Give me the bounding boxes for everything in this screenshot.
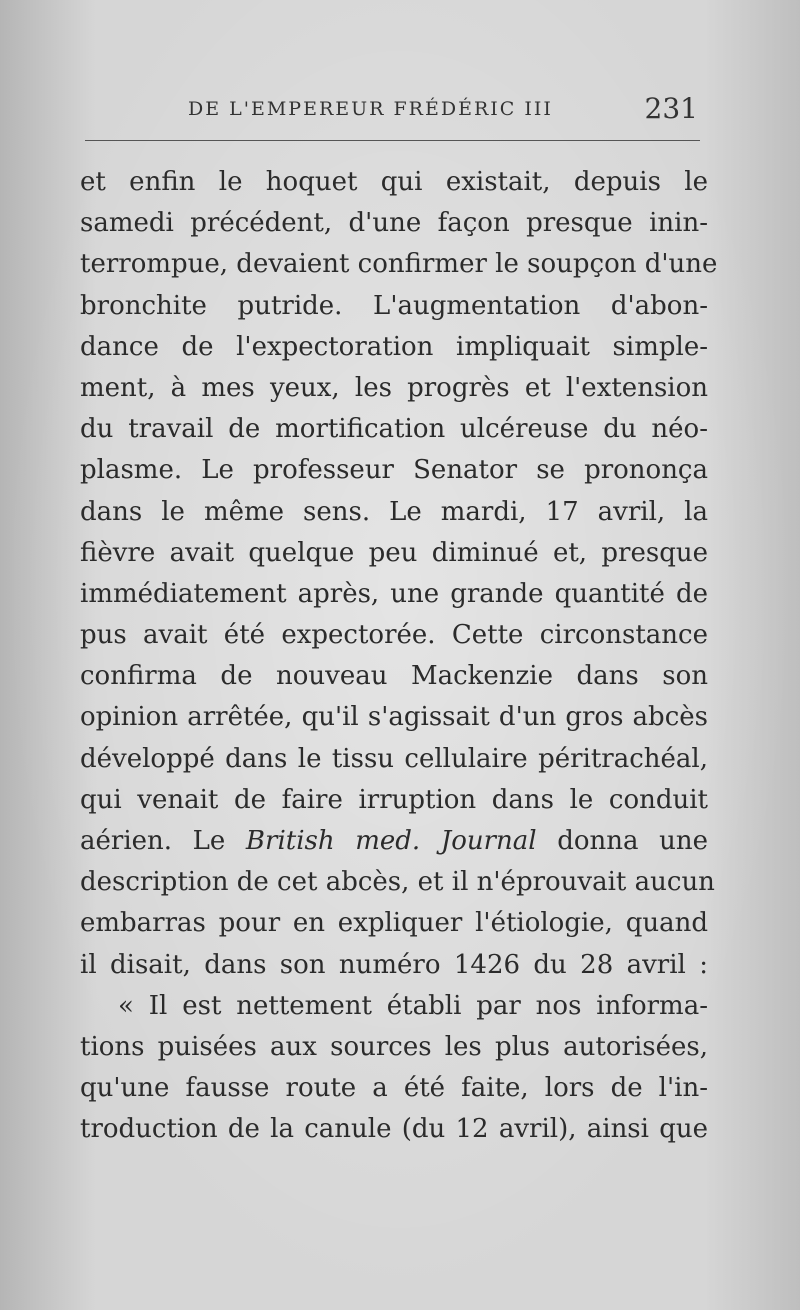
text-line: immédiatement après, une grande quantité de (80, 578, 708, 609)
text-line: bronchite putride. L'augmentation d'abon- (80, 290, 708, 321)
text-line: opinion arrêtée, qu'il s'agissait d'un gros abcès (80, 702, 708, 733)
running-title: DE L'EMPEREUR FRÉDÉRIC III (188, 98, 553, 120)
text-line: qu'une fausse route a été faite, lors de l'in- (80, 1073, 708, 1104)
text-line: dance de l'expectoration impliquait simple- (80, 331, 708, 362)
text-segment: donna une (536, 826, 708, 856)
text-line: samedi précédent, d'une façon presque inin- (80, 208, 708, 239)
text-line: troduction de la canule (du 12 avril), ainsi que (80, 1114, 708, 1145)
text-segment: aérien. Le (80, 826, 246, 856)
journal-title: British med. Journal (245, 826, 537, 856)
running-head (78, 92, 700, 128)
text-line: plasme. Le professeur Senator se prononça (80, 455, 708, 486)
text-line: embarras pour en expliquer l'étiologie, quand (80, 908, 708, 939)
text-line: terrompue, devaient confirmer le soupçon d'une (80, 249, 718, 280)
text-line-with-journal (80, 821, 708, 862)
header-rule (85, 140, 700, 141)
page-number: 231 (644, 92, 698, 125)
text-line: tions puisées aux sources les plus autorisées, (80, 1031, 708, 1062)
text-line: pus avait été expectorée. Cette circonstance (80, 620, 708, 651)
body-text (80, 162, 718, 1151)
quotation-line: « Il est nettement établi par nos informa- (118, 990, 708, 1021)
text-line: il disait, dans son numéro 1426 du 28 avril : (80, 949, 708, 980)
text-line: du travail de mortification ulcéreuse du néo- (80, 414, 708, 445)
text-line: confirma de nouveau Mackenzie dans son (80, 661, 708, 692)
text-line: fièvre avait quelque peu diminué et, presque (80, 537, 708, 568)
text-line: description de cet abcès, et il n'éprouvait aucun (80, 867, 715, 898)
text-line: qui venait de faire irruption dans le conduit (80, 784, 708, 815)
text-line: ment, à mes yeux, les progrès et l'extension (80, 372, 708, 403)
text-line: dans le même sens. Le mardi, 17 avril, la (80, 496, 708, 527)
text-line: développé dans le tissu cellulaire péritrachéal, (80, 743, 708, 774)
text-line: et enfin le hoquet qui existait, depuis le (80, 167, 708, 197)
